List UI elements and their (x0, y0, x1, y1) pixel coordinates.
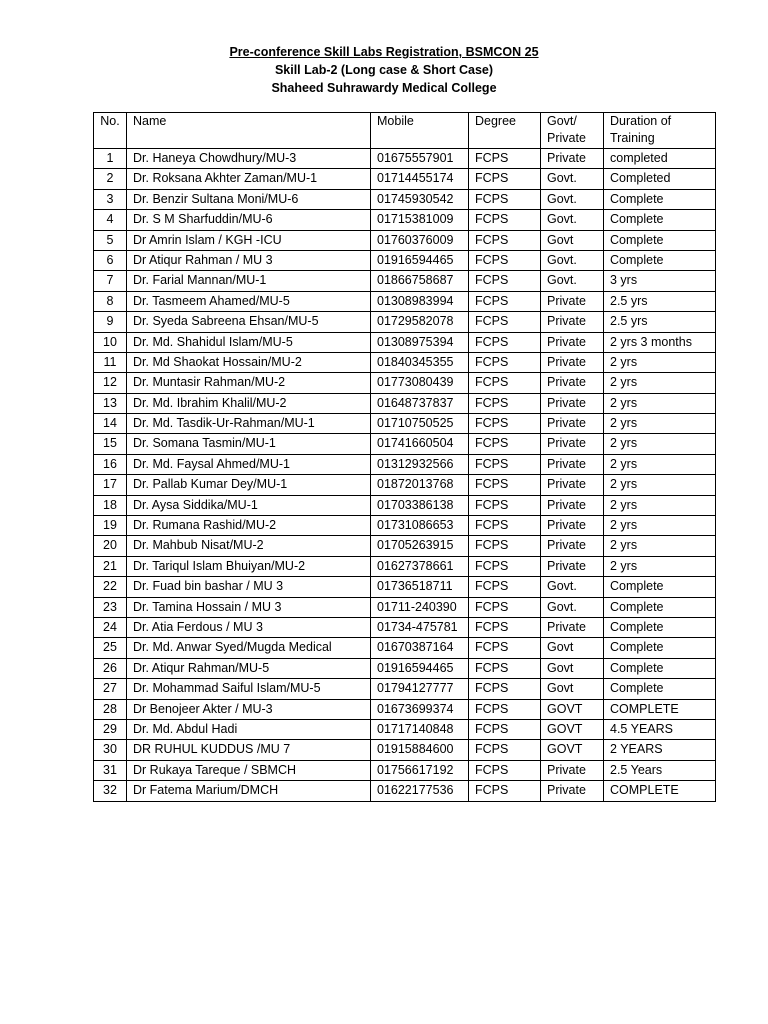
table-row (94, 230, 716, 250)
cell-sector: Private (541, 781, 604, 801)
cell-sector: Private (541, 516, 604, 536)
table-row (94, 617, 716, 637)
cell-duration: 2.5 yrs (604, 291, 716, 311)
cell-mobile: 01729582078 (371, 312, 469, 332)
cell-no: 4 (94, 210, 127, 230)
cell-mobile: 01756617192 (371, 760, 469, 780)
cell-degree: FCPS (469, 373, 541, 393)
cell-degree: FCPS (469, 781, 541, 801)
cell-name: Dr. Farial Mannan/MU-1 (127, 271, 371, 291)
cell-name: Dr. Haneya Chowdhury/MU-3 (127, 149, 371, 169)
column-header-mobile: Mobile (371, 113, 469, 149)
cell-duration: Complete (604, 189, 716, 209)
cell-degree: FCPS (469, 189, 541, 209)
cell-name: Dr Amrin Islam / KGH -ICU (127, 230, 371, 250)
cell-mobile: 01670387164 (371, 638, 469, 658)
cell-no: 1 (94, 149, 127, 169)
cell-mobile: 01308975394 (371, 332, 469, 352)
cell-duration: completed (604, 149, 716, 169)
cell-mobile: 01308983994 (371, 291, 469, 311)
cell-degree: FCPS (469, 291, 541, 311)
cell-duration: Completed (604, 169, 716, 189)
cell-sector: Private (541, 434, 604, 454)
cell-sector: GOVT (541, 699, 604, 719)
cell-degree: FCPS (469, 556, 541, 576)
cell-degree: FCPS (469, 332, 541, 352)
table-row (94, 373, 716, 393)
cell-name: Dr. Mohammad Saiful Islam/MU-5 (127, 679, 371, 699)
table-row (94, 414, 716, 434)
cell-sector: GOVT (541, 719, 604, 739)
cell-sector: Govt (541, 638, 604, 658)
table-row (94, 638, 716, 658)
cell-no: 14 (94, 414, 127, 434)
cell-mobile: 01710750525 (371, 414, 469, 434)
cell-duration: 2 yrs (604, 556, 716, 576)
cell-degree: FCPS (469, 475, 541, 495)
cell-duration: Complete (604, 210, 716, 230)
cell-mobile: 01622177536 (371, 781, 469, 801)
cell-duration: 2 yrs (604, 495, 716, 515)
cell-mobile: 01717140848 (371, 719, 469, 739)
table-row (94, 556, 716, 576)
cell-mobile: 01872013768 (371, 475, 469, 495)
institution-name: Shaheed Suhrawardy Medical College (271, 81, 497, 95)
cell-sector: GOVT (541, 740, 604, 760)
cell-duration: 2 yrs 3 months (604, 332, 716, 352)
cell-name: Dr. Md. Abdul Hadi (127, 719, 371, 739)
cell-name: Dr. Md. Anwar Syed/Mugda Medical (127, 638, 371, 658)
cell-name: Dr. Md Shaokat Hossain/MU-2 (127, 352, 371, 372)
table-row (94, 597, 716, 617)
cell-duration: 2 yrs (604, 454, 716, 474)
cell-degree: FCPS (469, 740, 541, 760)
cell-degree: FCPS (469, 149, 541, 169)
cell-no: 7 (94, 271, 127, 291)
cell-no: 18 (94, 495, 127, 515)
cell-no: 21 (94, 556, 127, 576)
cell-duration: 2 yrs (604, 352, 716, 372)
cell-name: Dr Rukaya Tareque / SBMCH (127, 760, 371, 780)
cell-mobile: 01745930542 (371, 189, 469, 209)
cell-mobile: 01734-475781 (371, 617, 469, 637)
cell-degree: FCPS (469, 719, 541, 739)
cell-no: 20 (94, 536, 127, 556)
cell-duration: 2 yrs (604, 516, 716, 536)
column-header-degree: Degree (469, 113, 541, 149)
cell-mobile: 01675557901 (371, 149, 469, 169)
cell-name: Dr. Somana Tasmin/MU-1 (127, 434, 371, 454)
cell-name: DR RUHUL KUDDUS /MU 7 (127, 740, 371, 760)
cell-degree: FCPS (469, 352, 541, 372)
table-row (94, 536, 716, 556)
cell-name: Dr. Md. Faysal Ahmed/MU-1 (127, 454, 371, 474)
cell-sector: Govt. (541, 597, 604, 617)
cell-name: Dr. Md. Ibrahim Khalil/MU-2 (127, 393, 371, 413)
cell-sector: Govt (541, 230, 604, 250)
cell-no: 16 (94, 454, 127, 474)
cell-degree: FCPS (469, 434, 541, 454)
table-row (94, 291, 716, 311)
cell-sector: Private (541, 149, 604, 169)
table-row (94, 454, 716, 474)
table-row (94, 475, 716, 495)
cell-mobile: 01731086653 (371, 516, 469, 536)
cell-degree: FCPS (469, 271, 541, 291)
cell-no: 28 (94, 699, 127, 719)
cell-mobile: 01705263915 (371, 536, 469, 556)
cell-no: 15 (94, 434, 127, 454)
table-row (94, 332, 716, 352)
column-header-sector: Govt/ Private (541, 113, 604, 149)
cell-duration: COMPLETE (604, 699, 716, 719)
cell-duration: 4.5 YEARS (604, 719, 716, 739)
table-row (94, 393, 716, 413)
cell-no: 9 (94, 312, 127, 332)
table-row (94, 699, 716, 719)
cell-name: Dr. S M Sharfuddin/MU-6 (127, 210, 371, 230)
cell-no: 25 (94, 638, 127, 658)
cell-duration: 2 yrs (604, 475, 716, 495)
cell-mobile: 01673699374 (371, 699, 469, 719)
table-row (94, 658, 716, 678)
cell-duration: 3 yrs (604, 271, 716, 291)
cell-sector: Private (541, 312, 604, 332)
cell-degree: FCPS (469, 536, 541, 556)
cell-name: Dr. Md. Tasdik-Ur-Rahman/MU-1 (127, 414, 371, 434)
cell-no: 24 (94, 617, 127, 637)
cell-degree: FCPS (469, 230, 541, 250)
cell-name: Dr. Mahbub Nisat/MU-2 (127, 536, 371, 556)
cell-degree: FCPS (469, 679, 541, 699)
cell-mobile: 01715381009 (371, 210, 469, 230)
table-row (94, 352, 716, 372)
cell-sector: Govt (541, 658, 604, 678)
cell-mobile: 01916594465 (371, 658, 469, 678)
cell-mobile: 01627378661 (371, 556, 469, 576)
cell-mobile: 01866758687 (371, 271, 469, 291)
cell-no: 30 (94, 740, 127, 760)
cell-sector: Private (541, 454, 604, 474)
cell-name: Dr. Atia Ferdous / MU 3 (127, 617, 371, 637)
cell-duration: Complete (604, 230, 716, 250)
cell-name: Dr. Tasmeem Ahamed/MU-5 (127, 291, 371, 311)
cell-mobile: 01773080439 (371, 373, 469, 393)
cell-sector: Govt. (541, 210, 604, 230)
cell-mobile: 01648737837 (371, 393, 469, 413)
cell-duration: Complete (604, 250, 716, 270)
cell-no: 22 (94, 577, 127, 597)
cell-duration: 2 yrs (604, 536, 716, 556)
cell-mobile: 01840345355 (371, 352, 469, 372)
cell-duration: Complete (604, 577, 716, 597)
cell-degree: FCPS (469, 414, 541, 434)
table-row (94, 189, 716, 209)
cell-duration: COMPLETE (604, 781, 716, 801)
cell-no: 31 (94, 760, 127, 780)
cell-name: Dr. Atiqur Rahman/MU-5 (127, 658, 371, 678)
cell-no: 17 (94, 475, 127, 495)
table-row (94, 577, 716, 597)
cell-degree: FCPS (469, 699, 541, 719)
cell-mobile: 01711-240390 (371, 597, 469, 617)
cell-sector: Private (541, 352, 604, 372)
cell-name: Dr. Benzir Sultana Moni/MU-6 (127, 189, 371, 209)
cell-duration: 2 yrs (604, 434, 716, 454)
cell-duration: Complete (604, 597, 716, 617)
cell-sector: Private (541, 760, 604, 780)
cell-no: 8 (94, 291, 127, 311)
cell-mobile: 01916594465 (371, 250, 469, 270)
cell-mobile: 01714455174 (371, 169, 469, 189)
cell-no: 19 (94, 516, 127, 536)
table-row (94, 271, 716, 291)
cell-duration: 2 yrs (604, 393, 716, 413)
cell-name: Dr. Rumana Rashid/MU-2 (127, 516, 371, 536)
cell-name: Dr Atiqur Rahman / MU 3 (127, 250, 371, 270)
cell-degree: FCPS (469, 312, 541, 332)
table-row (94, 679, 716, 699)
cell-name: Dr. Muntasir Rahman/MU-2 (127, 373, 371, 393)
cell-no: 32 (94, 781, 127, 801)
cell-degree: FCPS (469, 760, 541, 780)
cell-mobile: 01741660504 (371, 434, 469, 454)
cell-degree: FCPS (469, 454, 541, 474)
cell-duration: 2.5 yrs (604, 312, 716, 332)
table-row (94, 312, 716, 332)
cell-degree: FCPS (469, 658, 541, 678)
cell-duration: Complete (604, 638, 716, 658)
cell-name: Dr. Tariqul Islam Bhuiyan/MU-2 (127, 556, 371, 576)
cell-sector: Private (541, 373, 604, 393)
cell-mobile: 01312932566 (371, 454, 469, 474)
column-header-name: Name (127, 113, 371, 149)
table-row (94, 495, 716, 515)
cell-no: 13 (94, 393, 127, 413)
document-subtitle: Skill Lab-2 (Long case & Short Case) (274, 63, 494, 77)
cell-name: Dr Fatema Marium/DMCH (127, 781, 371, 801)
table-row (94, 250, 716, 270)
cell-degree: FCPS (469, 617, 541, 637)
table-row (94, 740, 716, 760)
cell-name: Dr. Fuad bin bashar / MU 3 (127, 577, 371, 597)
cell-duration: 2 yrs (604, 373, 716, 393)
table-row (94, 210, 716, 230)
column-header-duration: Duration of Training (604, 113, 716, 149)
cell-no: 10 (94, 332, 127, 352)
cell-sector: Private (541, 495, 604, 515)
table-body (94, 149, 716, 802)
cell-name: Dr Benojeer Akter / MU-3 (127, 699, 371, 719)
cell-sector: Govt. (541, 250, 604, 270)
cell-no: 27 (94, 679, 127, 699)
cell-sector: Private (541, 536, 604, 556)
cell-name: Dr. Tamina Hossain / MU 3 (127, 597, 371, 617)
cell-sector: Private (541, 291, 604, 311)
table-row (94, 516, 716, 536)
cell-mobile: 01794127777 (371, 679, 469, 699)
table-row (94, 169, 716, 189)
table-header-row (94, 113, 716, 149)
cell-duration: Complete (604, 679, 716, 699)
cell-mobile: 01736518711 (371, 577, 469, 597)
cell-no: 12 (94, 373, 127, 393)
cell-degree: FCPS (469, 250, 541, 270)
cell-name: Dr. Md. Shahidul Islam/MU-5 (127, 332, 371, 352)
document-title: Pre-conference Skill Labs Registration, BSMCON 25 (229, 45, 539, 59)
cell-degree: FCPS (469, 210, 541, 230)
cell-sector: Govt. (541, 271, 604, 291)
cell-no: 26 (94, 658, 127, 678)
document-header (0, 43, 768, 97)
table-row (94, 781, 716, 801)
cell-mobile: 01703386138 (371, 495, 469, 515)
cell-degree: FCPS (469, 638, 541, 658)
cell-name: Dr. Roksana Akhter Zaman/MU-1 (127, 169, 371, 189)
cell-degree: FCPS (469, 495, 541, 515)
cell-degree: FCPS (469, 516, 541, 536)
cell-name: Dr. Syeda Sabreena Ehsan/MU-5 (127, 312, 371, 332)
cell-sector: Govt. (541, 577, 604, 597)
cell-sector: Private (541, 475, 604, 495)
cell-sector: Private (541, 393, 604, 413)
cell-no: 2 (94, 169, 127, 189)
cell-sector: Govt (541, 679, 604, 699)
cell-no: 29 (94, 719, 127, 739)
cell-no: 23 (94, 597, 127, 617)
cell-sector: Govt. (541, 189, 604, 209)
cell-no: 3 (94, 189, 127, 209)
cell-degree: FCPS (469, 577, 541, 597)
cell-sector: Private (541, 332, 604, 352)
cell-degree: FCPS (469, 169, 541, 189)
cell-duration: Complete (604, 617, 716, 637)
table-row (94, 434, 716, 454)
table-row (94, 760, 716, 780)
column-header-no: No. (94, 113, 127, 149)
cell-duration: 2.5 Years (604, 760, 716, 780)
cell-duration: 2 yrs (604, 414, 716, 434)
cell-name: Dr. Aysa Siddika/MU-1 (127, 495, 371, 515)
cell-sector: Govt. (541, 169, 604, 189)
table-row (94, 719, 716, 739)
cell-sector: Private (541, 414, 604, 434)
cell-degree: FCPS (469, 597, 541, 617)
cell-name: Dr. Pallab Kumar Dey/MU-1 (127, 475, 371, 495)
cell-sector: Private (541, 617, 604, 637)
registration-table (93, 112, 716, 802)
cell-duration: Complete (604, 658, 716, 678)
cell-mobile: 01915884600 (371, 740, 469, 760)
table-row (94, 149, 716, 169)
cell-sector: Private (541, 556, 604, 576)
cell-no: 11 (94, 352, 127, 372)
cell-mobile: 01760376009 (371, 230, 469, 250)
cell-degree: FCPS (469, 393, 541, 413)
cell-no: 6 (94, 250, 127, 270)
cell-duration: 2 YEARS (604, 740, 716, 760)
cell-no: 5 (94, 230, 127, 250)
